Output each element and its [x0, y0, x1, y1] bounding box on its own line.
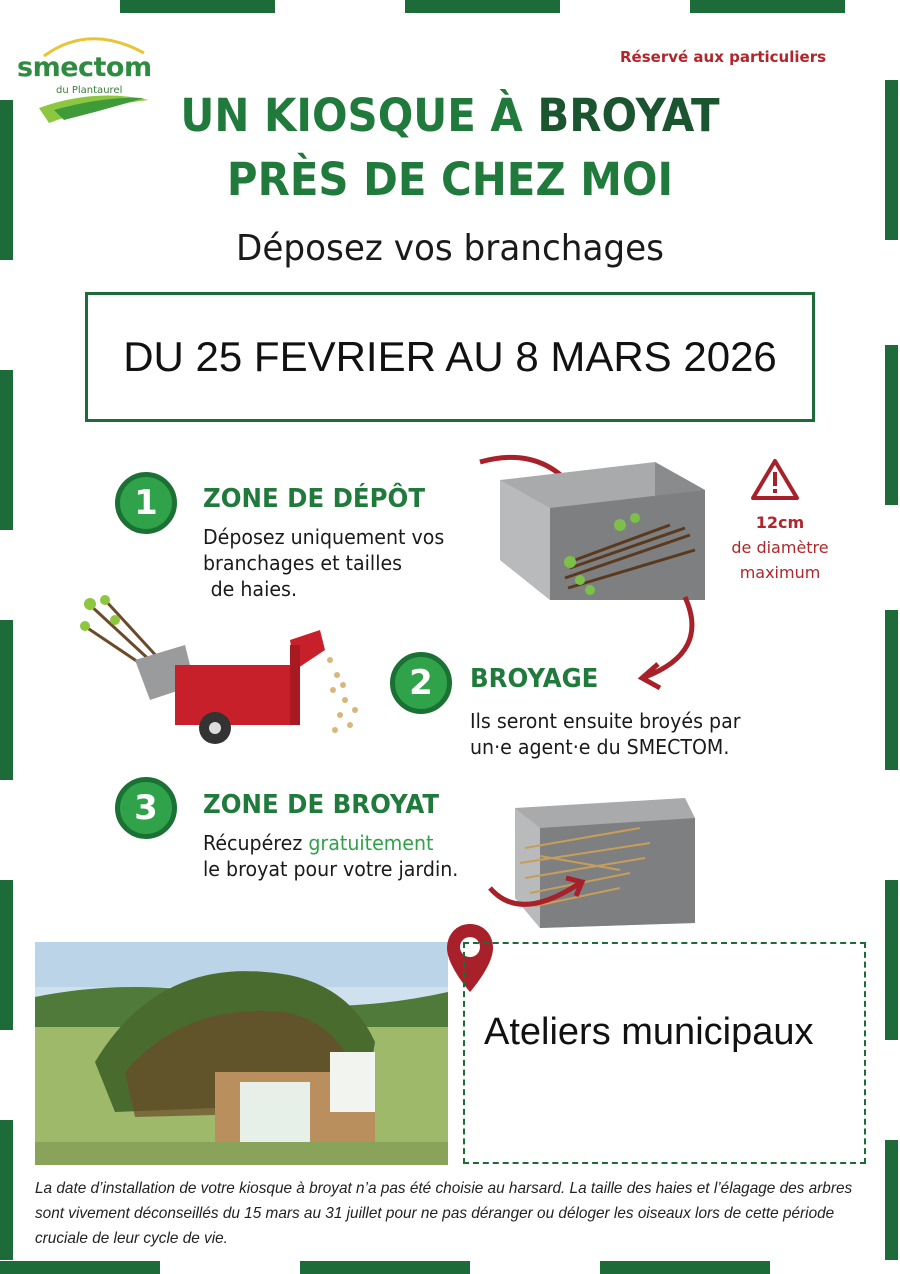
logo-name: smectom	[17, 52, 152, 83]
location-box	[463, 942, 866, 1164]
mulch-bin-illustration	[480, 788, 710, 938]
step-1-number: 1	[115, 472, 177, 534]
page-title	[125, 84, 776, 212]
kiosk-photo	[35, 942, 448, 1165]
step-3-number: 3	[115, 777, 177, 839]
footer-note: La date d’installation de votre kiosque à broyat n’a pas été choisie au harsard. La taille des haies et l’élagage des arbres sont vivement déconseillés du 15 mars au 31 juillet pour ne pas déranger ou déloger les oiseaux lors de cette période cruciale de leur cycle de vie.	[35, 1180, 853, 1247]
title-line-2: PRÈS DE CHEZ MOI	[226, 153, 674, 206]
step-1-text: Déposez uniquement vos branchages et tailles de haies.	[203, 525, 445, 601]
shredder-illustration	[75, 590, 375, 750]
date-box	[85, 292, 815, 422]
warning-icon	[750, 458, 800, 502]
step-2-number: 2	[390, 652, 452, 714]
date-range: DU 25 FEVRIER AU 8 MARS 2026	[123, 333, 777, 380]
diameter-warning: 12cm de diamètre maximum	[731, 513, 829, 582]
step-2-text: Ils seront ensuite broyés par un·e agent·e du SMECTOM.	[470, 709, 741, 759]
title-line-1: UN KIOSQUE À BROYAT	[180, 89, 720, 142]
location-name: Ateliers municipaux	[484, 1011, 814, 1053]
arrow-to-step-2-icon	[630, 592, 710, 692]
subtitle: Déposez vos branchages	[236, 228, 664, 269]
step-2-heading: BROYAGE	[470, 664, 599, 694]
step-3-text: Récupérez gratuitement le broyat pour votre jardin.	[203, 831, 459, 881]
step-1-heading: ZONE DE DÉPÔT	[203, 484, 426, 514]
logo-subtitle: du Plantaurel	[56, 85, 123, 96]
reserved-badge: Réservé aux particuliers	[620, 48, 827, 66]
step-3-heading: ZONE DE BROYAT	[203, 790, 440, 820]
